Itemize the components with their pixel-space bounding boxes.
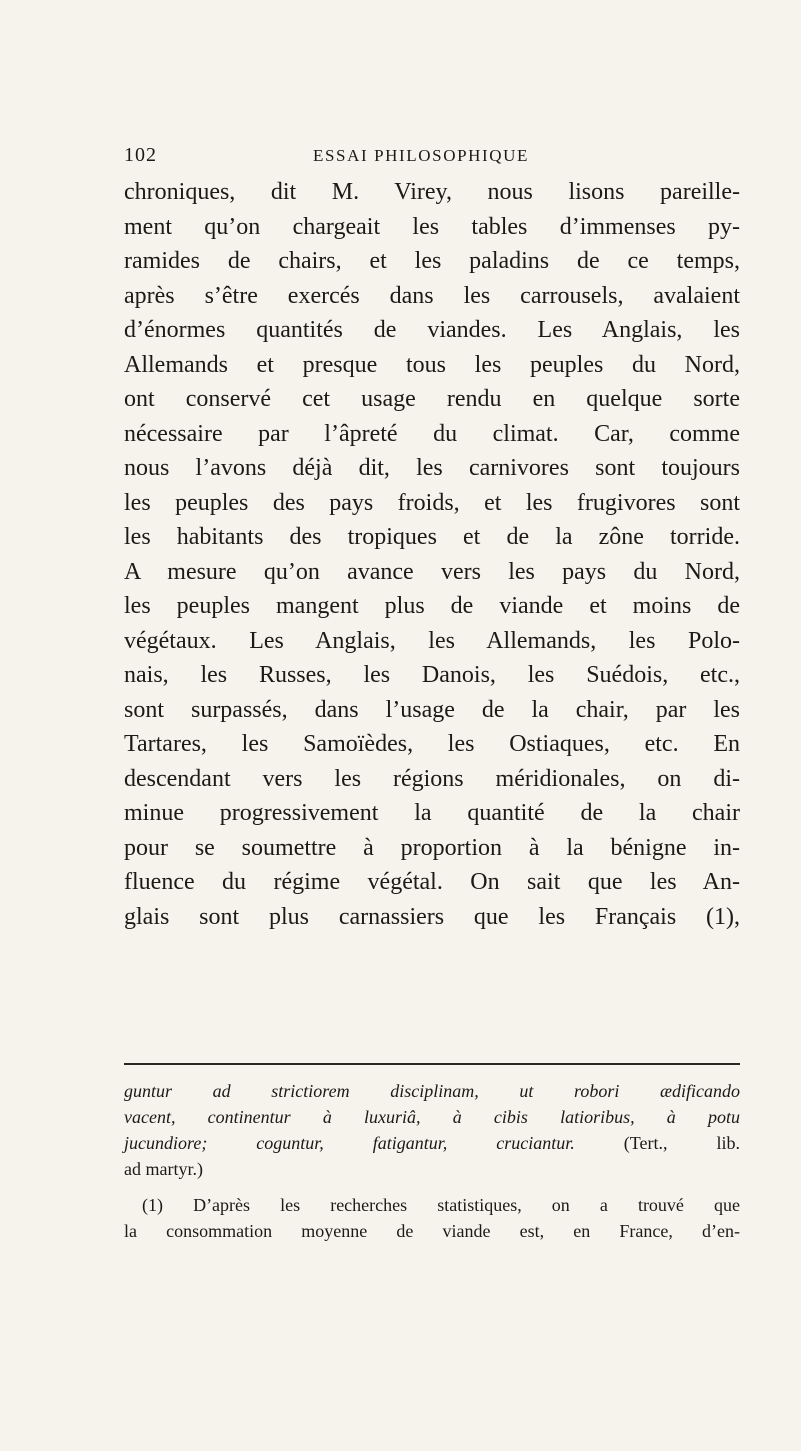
body-line: Allemands et presque tous les peuples du Nord, bbox=[124, 351, 740, 378]
footnote-citation-line: ad martyr.) bbox=[124, 1159, 203, 1179]
body-line: d’énormes quantités de viandes. Les Anglais, les bbox=[124, 317, 740, 343]
page-number: 102 bbox=[124, 144, 157, 166]
body-line: Tartares, les Samoïèdes, les Ostiaques, etc. En bbox=[124, 731, 740, 757]
footnote-citation: (Tert., lib. bbox=[574, 1133, 740, 1153]
footnote-1-line: la consommation moyenne de viande est, en France, d’en- bbox=[124, 1221, 740, 1241]
footnotes bbox=[124, 1078, 740, 1244]
running-title: ESSAI PHILOSOPHIQUE bbox=[313, 146, 529, 165]
body-line: nous l’avons déjà dit, les carnivores sont toujours bbox=[124, 455, 740, 481]
footnote-latin-text: jucundiore; coguntur, fatigantur, cruciantur. bbox=[124, 1133, 575, 1153]
footnote-latin-line: vacent, continentur à luxuriâ, à cibis latioribus, à potu bbox=[124, 1107, 740, 1127]
body-line: fluence du régime végétal. On sait que les An- bbox=[124, 869, 740, 895]
body-line: descendant vers les régions méridionales, on di- bbox=[124, 765, 740, 792]
footnote-1-line: (1) D’après les recherches statistiques, on a trouvé que bbox=[142, 1195, 740, 1215]
body-line: nécessaire par l’âpreté du climat. Car, comme bbox=[124, 420, 740, 447]
body-text bbox=[124, 175, 740, 934]
footnote-latin-line-with-citation bbox=[124, 1130, 740, 1156]
running-head bbox=[124, 144, 744, 170]
body-line: pour se soumettre à proportion à la bénigne in- bbox=[124, 834, 740, 861]
body-line: chroniques, dit M. Virey, nous lisons pareille- bbox=[124, 179, 740, 205]
body-line: après s’être exercés dans les carrousels, avalaient bbox=[124, 282, 740, 309]
body-line: ment qu’on chargeait les tables d’immenses py- bbox=[124, 213, 740, 240]
body-line: les peuples mangent plus de viande et moins de bbox=[124, 593, 740, 619]
body-line: sont surpassés, dans l’usage de la chair, par les bbox=[124, 696, 740, 723]
body-line: A mesure qu’on avance vers les pays du Nord, bbox=[124, 558, 740, 585]
body-line: ont conservé cet usage rendu en quelque sorte bbox=[124, 386, 740, 412]
body-line: ramides de chairs, et les paladins de ce temps, bbox=[124, 248, 740, 274]
body-line: nais, les Russes, les Danois, les Suédois, etc., bbox=[124, 662, 740, 688]
body-line: minue progressivement la quantité de la chair bbox=[124, 800, 740, 826]
body-line: glais sont plus carnassiers que les Français (1), bbox=[124, 903, 740, 930]
body-line: végétaux. Les Anglais, les Allemands, les Polo- bbox=[124, 627, 740, 654]
body-line: les peuples des pays froids, et les frugivores sont bbox=[124, 489, 740, 516]
footnote-latin-line: guntur ad strictiorem disciplinam, ut robori ædificando bbox=[124, 1081, 740, 1101]
body-line: les habitants des tropiques et de la zône torride. bbox=[124, 524, 740, 550]
footnote-rule bbox=[124, 1063, 740, 1065]
